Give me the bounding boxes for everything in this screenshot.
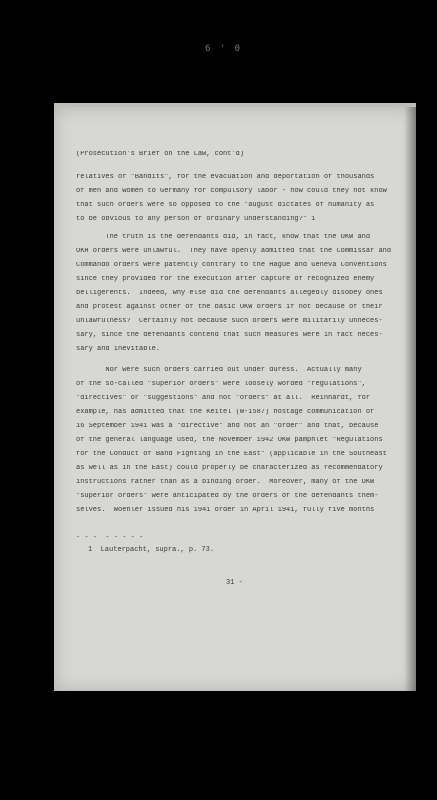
body-line: unlawfulness? Certainly not because such orders were militarily unneces- [76,318,383,325]
footnote: 1 Lauterpacht, supra., p. 73. [88,546,215,554]
body-line: "directives" or "suggestions" and not "orders" at all. Reinhardt, for [76,395,371,402]
film-frame-mark: 6 ' 0 [205,44,243,54]
body-line: and protest against other of the basic OKW orders if not because of their [76,304,383,311]
body-line: sary, since the defendants contend that such measures were in fact neces- [76,332,383,339]
body-line: that such orders were so opposed to the "august dictates of humanity as [76,202,375,209]
running-header: (Prosecution's Brief on the Law, cont'd) [76,151,245,158]
body-line: selves. Woehler issued his 1941 order in April 1941, fully five months [76,507,375,514]
body-line: for the Conduct of Band Fighting in the East" (applicable in the Southeast [76,451,387,458]
body-line: relatives of "Bandits", for the evacuation and deportation of thousands [76,174,375,181]
body-line: sary and inevitable. [76,346,161,353]
body-line: to be obvious to any person of ordinary understanding?" 1 [76,216,316,223]
footnote-rule: - - - - - - - - [76,534,144,542]
body-line: Nor were such orders carried out under duress. Actually many [76,367,362,374]
body-line: of the so-called "superior orders" were loosely worded "regulations", [76,381,366,388]
body-line: Commando orders were patently contrary to the Hague and Geneva Conventions [76,262,387,269]
body-line: The truth is the defendants did, in fact, know that the OKW and [76,234,371,241]
body-line: of men and women to Germany for compulsory labor - how could they not know [76,188,387,195]
body-line: of the general language used, the November 1942 OKW pamphlet "Regulations [76,437,383,444]
body-line: example, has admitted that the Keitel (W-1587) hostage communication of [76,409,375,416]
body-line: "superior orders" were anticipated by the orders of the defendants them- [76,493,379,500]
body-line: OKH orders were unlawful. They have openly admitted that the Commissar and [76,248,392,255]
page-number: 31 - [226,579,243,587]
paper-shadow [404,107,416,691]
body-line: as well as in the East) could properly be characterized as recommendatory [76,465,383,472]
body-line: since they provided for the execution after capture of recognized enemy [76,276,375,283]
body-line: 16 September 1941 was a "directive" and not an "order" and that, because [76,423,379,430]
body-line: instructions rather than as a binding order. Moreover, many of the OKW [76,479,375,486]
body-line: belligerents. Indeed, why else did the defendants allegedly disobey ones [76,290,383,297]
